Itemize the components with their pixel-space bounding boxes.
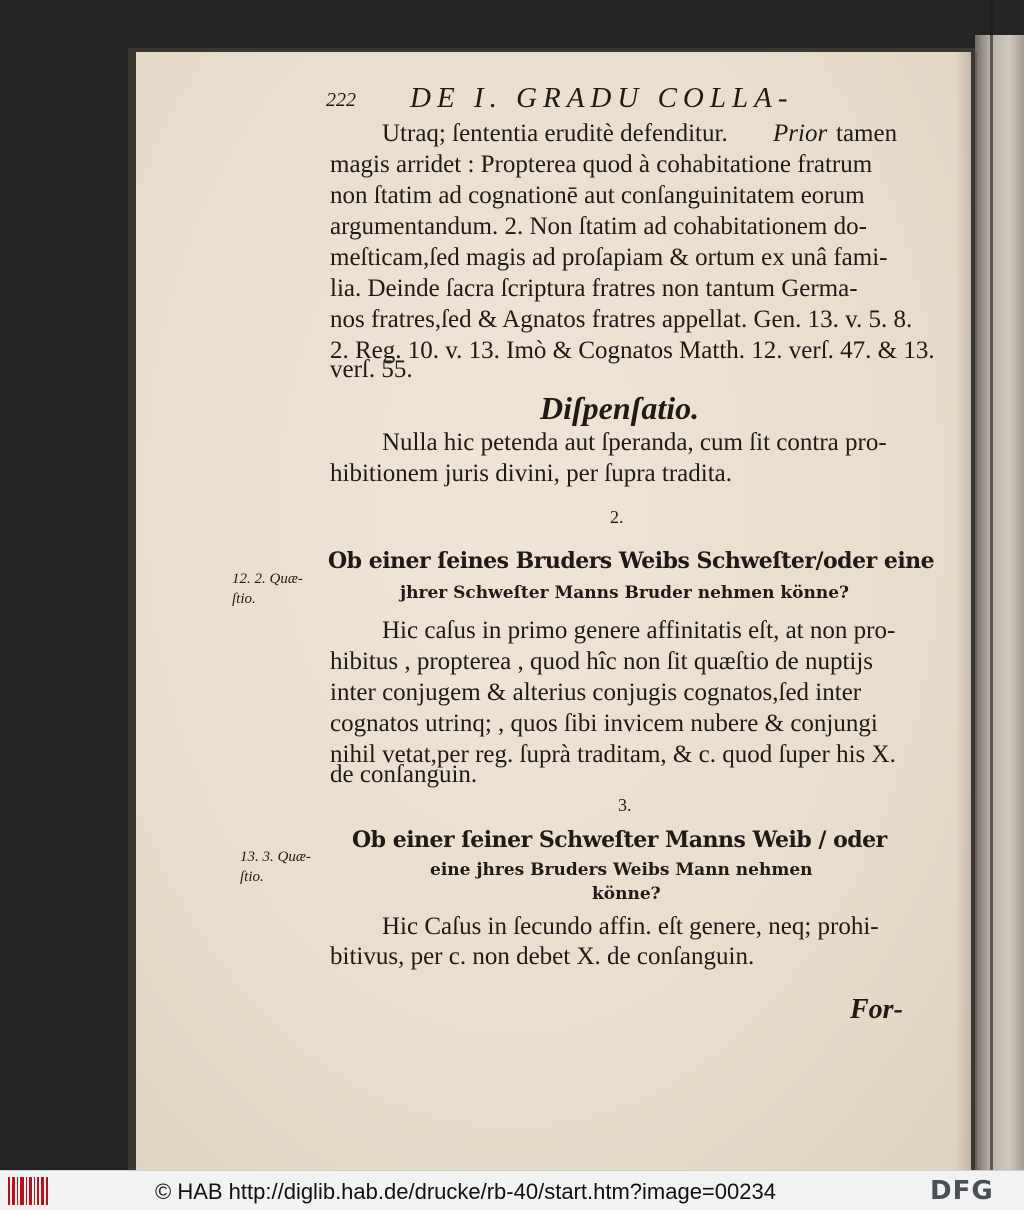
margin-note: ſtio.: [232, 591, 256, 607]
section-heading-line: könne?: [592, 884, 661, 904]
catchword: For-: [850, 994, 903, 1025]
dfg-logo: DFG: [930, 1176, 994, 1206]
text-line: hibitus , propterea , quod hîc non ſit quæſtio de nuptijs: [330, 648, 874, 675]
barcode-logo: [8, 1177, 48, 1205]
text-line: argumentandum. 2. Non ſtatim ad cohabitationem do-: [330, 213, 867, 240]
section-number: 3.: [618, 795, 632, 815]
section-heading-line: Ob einer ſeiner Schweſter Manns Weib / oder: [352, 827, 887, 853]
text-line: Utraq; ſententia eruditè defenditur.: [382, 120, 728, 147]
text-line: bitivus, per c. non debet X. de conſanguin.: [330, 943, 755, 970]
text-line: tamen: [836, 120, 898, 147]
text-line: inter conjugem & alterius conjugis cognatos,ſed inter: [330, 679, 862, 706]
text-line: nihil vetat,per reg. ſuprà traditam, & c. quod ſuper his X.: [330, 741, 896, 768]
copyright-link[interactable]: © HAB http://diglib.hab.de/drucke/rb-40/start.htm?image=00234: [155, 1179, 776, 1204]
text-line: Nulla hic petenda aut ſperanda, cum ſit contra pro-: [382, 429, 887, 456]
text-line: Hic caſus in primo genere affinitatis eſt, at non pro-: [382, 617, 896, 644]
margin-note: ſtio.: [240, 869, 264, 885]
adjacent-page-edge: [975, 35, 1024, 1170]
text-line: cognatos utrinq; , quos ſibi invicem nubere & conjungi: [330, 710, 878, 737]
section-heading: Diſpenſatio.: [540, 390, 700, 426]
text-line: de conſanguin.: [330, 761, 478, 788]
running-title: DE I. GRADU COLLA-: [410, 82, 794, 114]
section-heading-line: jhrer Schweſter Manns Bruder nehmen könne?: [400, 583, 849, 603]
text-line: nos fratres,ſed & Agnatos fratres appellat. Gen. 13. v. 5. 8.: [330, 306, 913, 333]
margin-note: 12. 2. Quæ-: [232, 571, 303, 587]
text-line: verſ. 55.: [330, 356, 413, 383]
page-gutter-shade: [955, 52, 977, 1170]
section-heading-line: Ob einer ſeines Bruders Weibs Schweſter/oder eine: [328, 548, 935, 574]
section-number: 2.: [610, 507, 624, 527]
page-number: 222: [326, 89, 356, 111]
text-line: non ſtatim ad cognationē aut conſanguinitatem eorum: [330, 182, 865, 209]
section-heading-line: eine jhres Bruders Weibs Mann nehmen: [430, 860, 813, 880]
viewer-footer: [0, 1170, 1024, 1210]
text-line-italic: Prior: [773, 120, 828, 147]
text-line: 2. Reg. 10. v. 13. Imò & Cognatos Matth. 12. verſ. 47. & 13.: [330, 337, 935, 364]
text-line: lia. Deinde ſacra ſcriptura fratres non tantum Germa-: [330, 275, 858, 302]
margin-note: 13. 3. Quæ-: [240, 849, 311, 865]
text-line: magis arridet : Propterea quod à cohabitatione fratrum: [330, 151, 873, 178]
text-line: Hic Caſus in ſecundo affin. eſt genere, neq; prohi-: [382, 913, 879, 940]
binding-fold: [990, 0, 993, 1170]
text-line: hibitionem juris divini, per ſupra tradita.: [330, 460, 733, 487]
text-line: meſticam,ſed magis ad proſapiam & ortum ex unâ fami-: [330, 244, 888, 271]
